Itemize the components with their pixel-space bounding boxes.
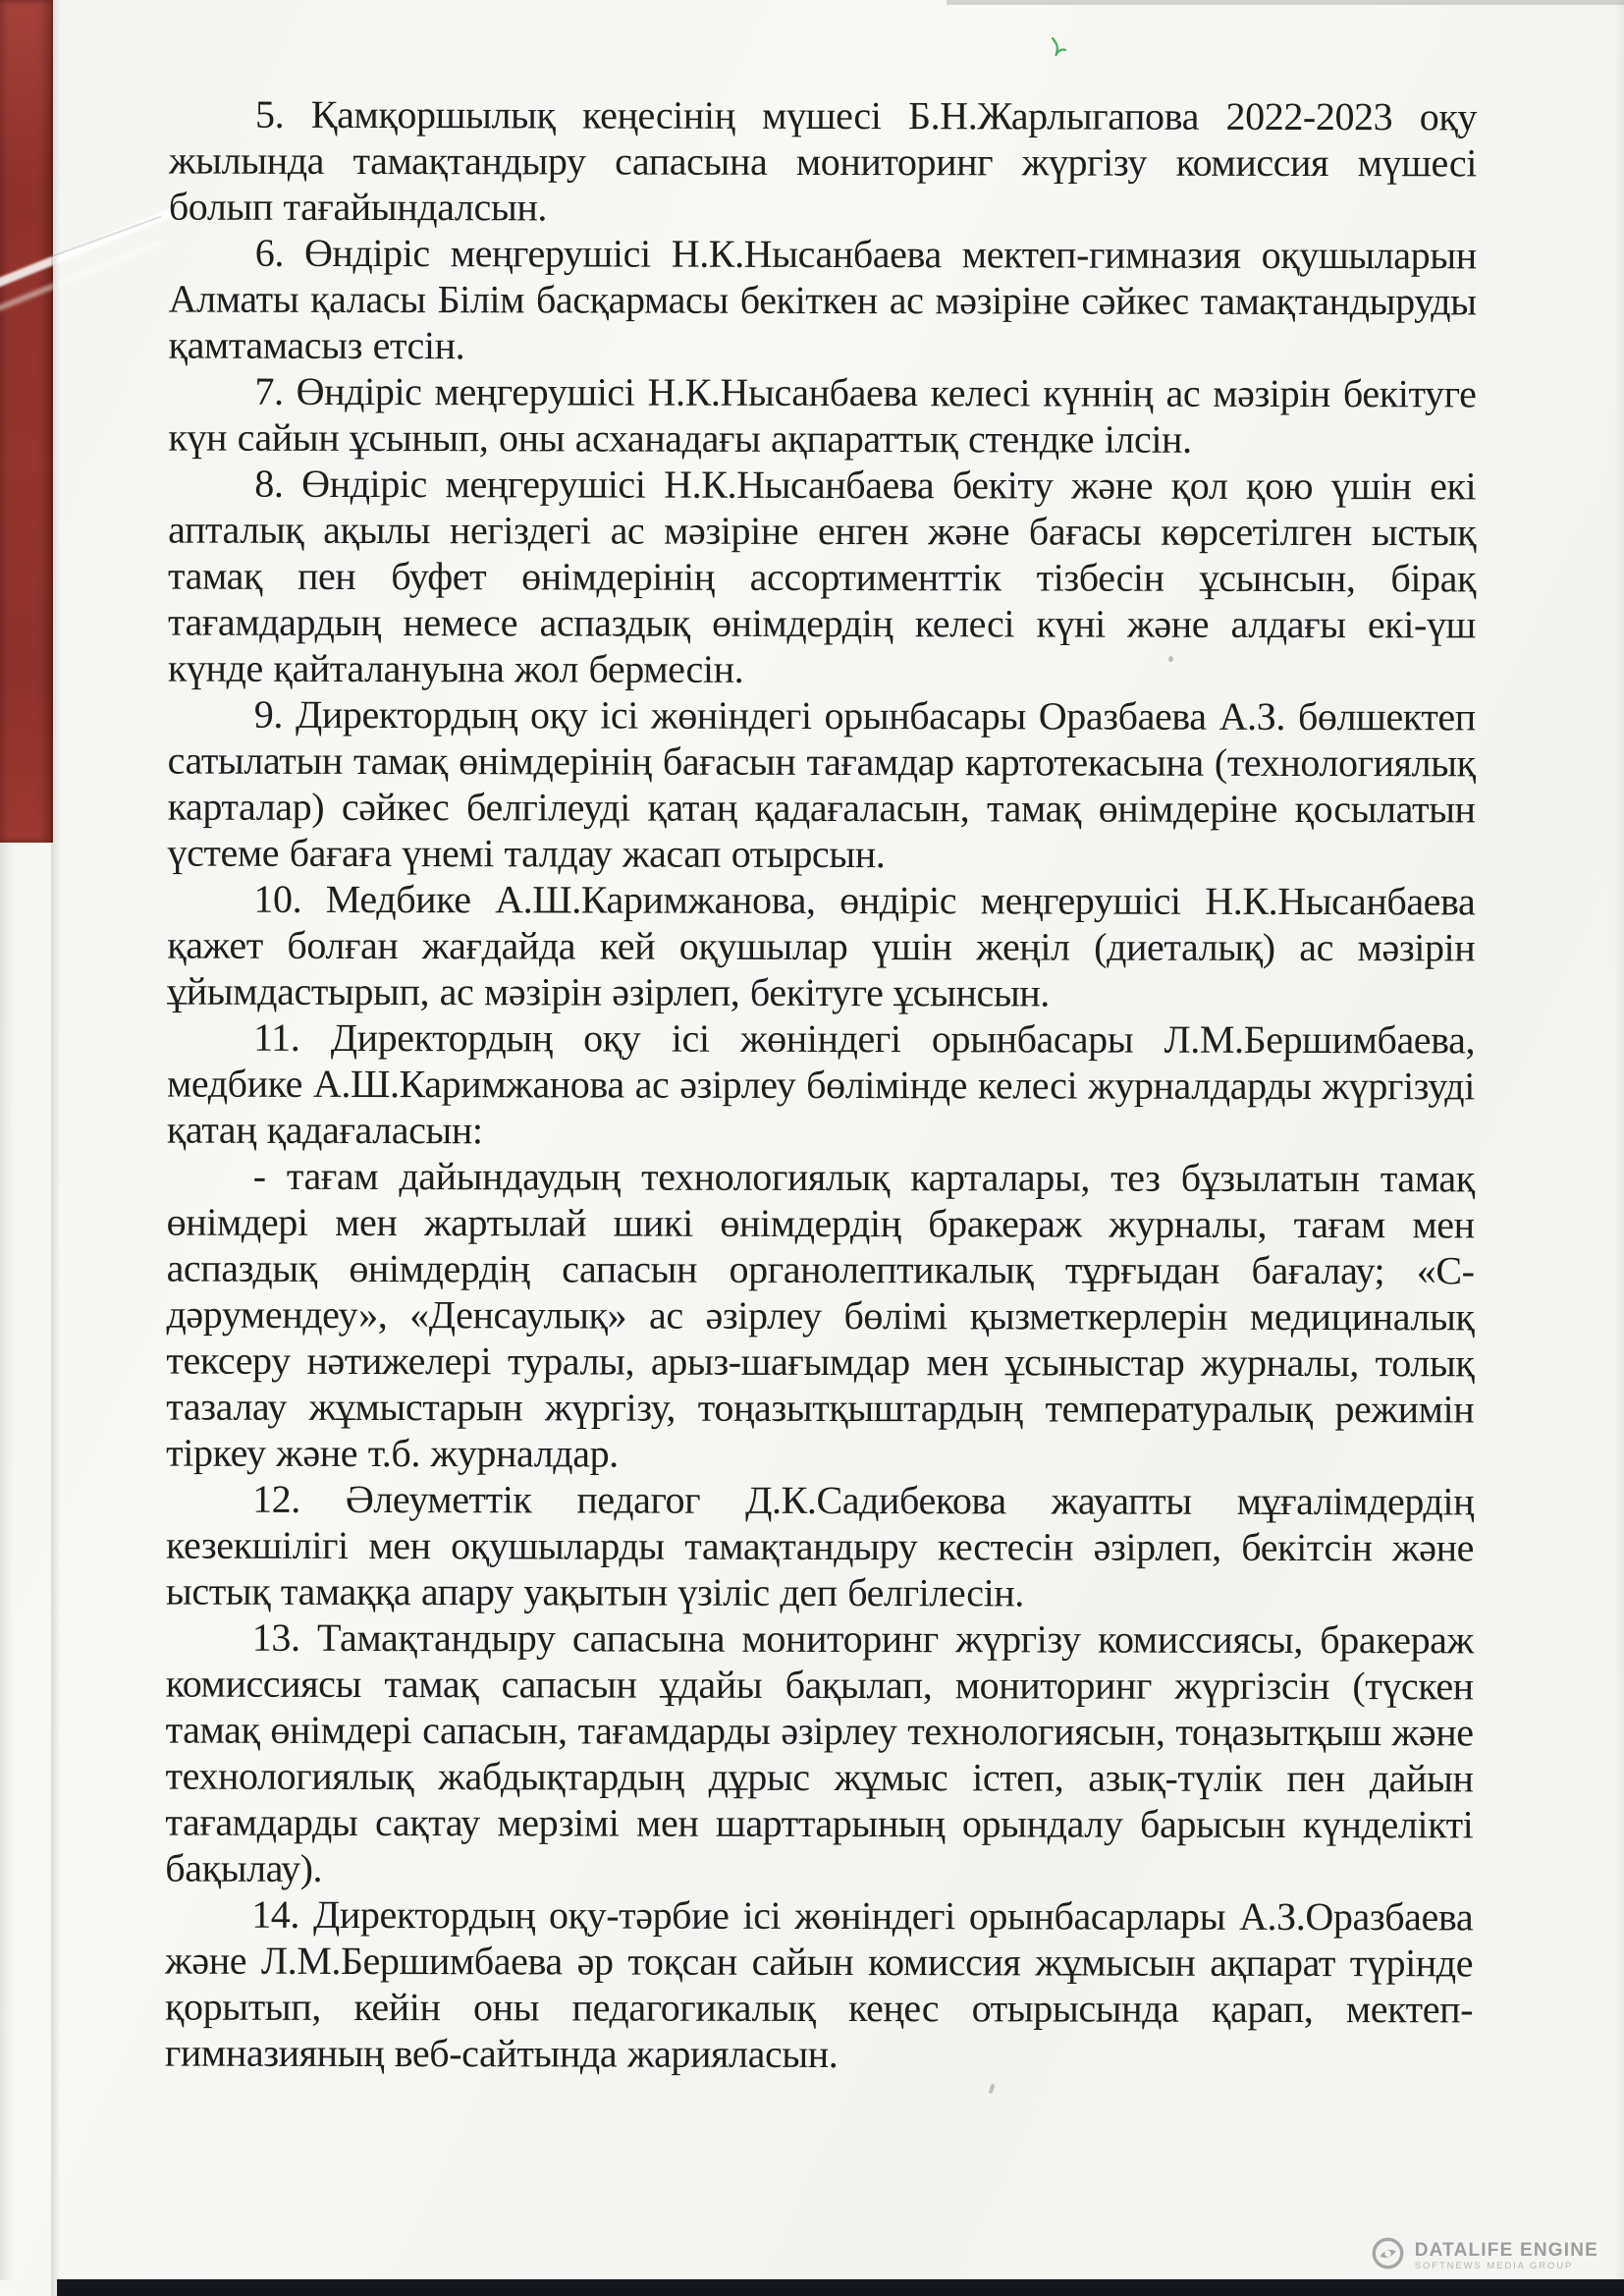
scan-bottom-bar (57, 2279, 1624, 2296)
watermark-text (1415, 2241, 1598, 2271)
document-body (165, 91, 1477, 2079)
green-pen-mark-icon (1049, 35, 1068, 66)
order-item-11-bullet: - тағам дайындаудың технологиялық карталары, тез бұзылатын тамақ өнімдері мен жартылай шикі өнімдердің бракераж журналы, тағам мен аспаздық өнімдердің сапасын органолептикалық тұрғыдан бағалау; «С-дәрумендеу», «Денсаулық» ас әзірлеу бөлімі қызметкерлерін медициналық тексеру нәтижелері туралы, арыз-шағымдар мен ұсыныстар журналы, толық тазалау жұмыстарын жүргізу, тоңазытқыштардың температуралық режимін тіркеу және т.б. журналдар. (166, 1153, 1475, 1476)
datalife-watermark (1370, 2235, 1598, 2276)
scan-edge-shadow (1614, 0, 1624, 2296)
scan-artifact (989, 2084, 996, 2095)
watermark-subtitle: SOFTNEWS MEDIA GROUP (1414, 2260, 1574, 2271)
order-item-10: 10. Медбике А.Ш.Каримжанова, өндіріс меңгерушісі Н.К.Нысанбаева қажет болған жағдайда кей оқушылар үшін жеңіл (диеталық) ас мәзірін ұйымдастырып, ас мәзірін әзірлеп, бекітуге ұсынсын. (167, 876, 1476, 1015)
scan-edge-shadow (0, 843, 14, 2280)
order-item-9: 9. Директордың оқу ісі жөніндегі орынбасары Оразбаева А.З. бөлшектеп сатылатын тамақ өнімдерінің бағасын тағамдар картотекасына (технологиялық карталар) сәйкес белгілеуді қатаң қадағаласын, тамақ өнімдеріне қосылатын үстеме бағаға үнемі талдау жасап отырсын. (167, 691, 1476, 877)
order-item-6: 6. Өндіріс меңгерушісі Н.К.Нысанбаева мектеп-гимназия оқушыларын Алматы қаласы Білім басқармасы бекіткен ас мәзіріне сәйкес тамақтандыруды қамтамасыз етсін. (168, 230, 1477, 368)
watermark-title: DATALIFE ENGINE (1414, 2239, 1598, 2261)
red-margin-strip (0, 0, 53, 843)
order-item-13: 13. Тамақтандыру сапасына мониторинг жүргізу комиссиясы, бракераж комиссиясы тамақ сапасын ұдайы бақылап, мониторинг жүргізсін (түскен тамақ өнімдері сапасын, тағамдарды әзірлеу технологиясын, тоңазытқыш және технологиялық жабдықтардың дұрыс жұмыс істеп, азық-түлік пен дайын тағамдарды сақтау мерзімі мен шарттарының орындалу барысын күнделікті бақылау). (165, 1614, 1474, 1890)
scan-edge-shadow (51, 0, 60, 2296)
scan-edge-line (947, 0, 1624, 5)
order-item-14: 14. Директордың оқу-тәрбие ісі жөніндегі орынбасарлары А.З.Оразбаева және Л.М.Бершимбаева әр тоқсан сайын комиссия жұмысын ақпарат түрінде қорытып, кейін оны педагогикалық кеңес отырысында қарап, мектеп-гимназияның веб-сайтында жарияласын. (164, 1891, 1474, 2077)
order-item-11: 11. Директордың оқу ісі жөніндегі орынбасары Л.М.Бершимбаева, медбике А.Ш.Каримжанова ас әзірлеу бөлімінде келесі журналдарды жүргізуді қатаң қадағаласын: (166, 1014, 1476, 1153)
order-item-12: 12. Әлеуметтік педагог Д.К.Садибекова жауапты мұғалімдердің кезекшілігі мен оқушыларды тамақтандыру кестесін әзірлеп, бекітсін және ыстық тамаққа апару уақытын үзіліс деп белгілесін. (165, 1476, 1475, 1615)
order-item-7: 7. Өндіріс меңгерушісі Н.К.Нысанбаева келесі күннің ас мәзірін бекітуге күн сайын ұсынып, оны асханадағы ақпараттық стендке ілсін. (168, 368, 1477, 462)
datalife-logo-icon (1370, 2235, 1406, 2276)
scan-artifact (1168, 656, 1173, 662)
order-item-8: 8. Өндіріс меңгерушісі Н.К.Нысанбаева бекіту және қол қою үшін екі апталық ақылы негіздегі ас мәзіріне енген және бағасы көрсетілген ыстық тамақ пен буфет өнімдерінің ассортименттік тізбесін ұсынсын, бірақ тағамдардың немесе аспаздық өнімдердің келесі күні және алдағы екі-үш күнде қайталануына жол бермесін. (167, 461, 1477, 691)
order-item-5: 5. Қамқоршылық кеңесінің мүшесі Б.Н.Жарлыгапова 2022-2023 оқу жылында тамақтандыру сапасына мониторинг жүргізу комиссия мүшесі болып тағайындалсын. (168, 91, 1478, 230)
